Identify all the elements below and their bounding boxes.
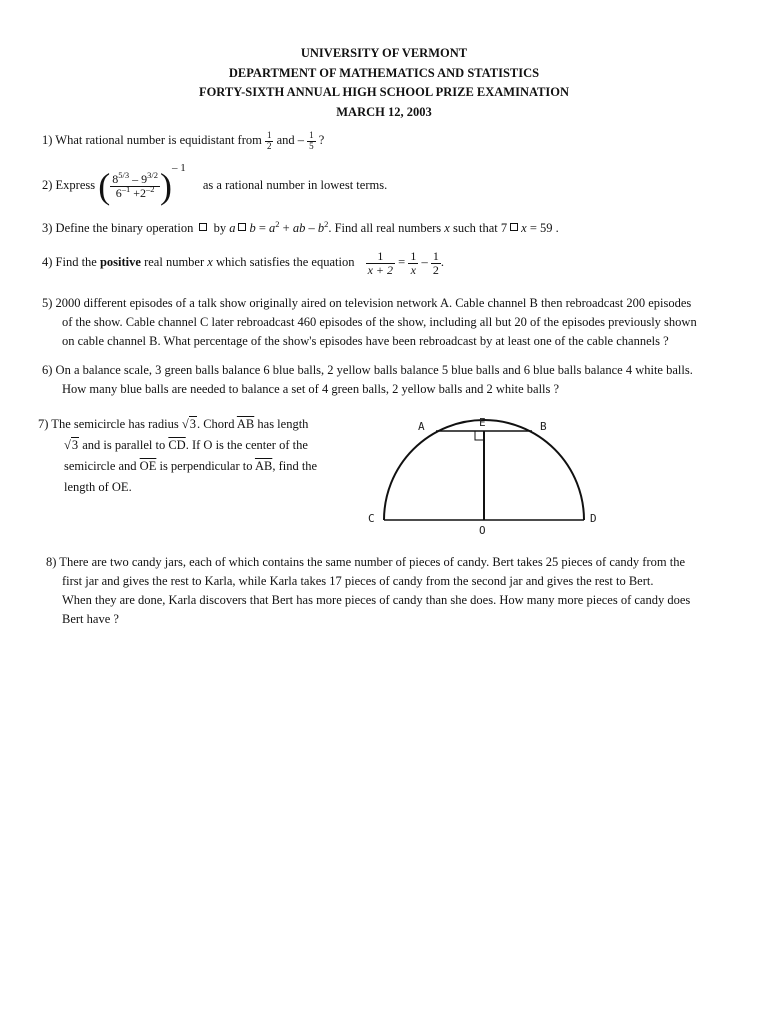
q5-line-3: on cable channel B. What percentage of the show's episodes have been rebroadcast by at least one of the cable channels ? xyxy=(62,334,669,348)
q6-line-1: 6) On a balance scale, 3 green balls balance 6 blue balls, 2 yellow balls balance 5 blue balls and 6 blue balls balance 4 white balls. xyxy=(42,363,693,377)
q8-line-1: 8) There are two candy jars, each of which contains the same number of pieces of candy. Bert takes 25 pieces of candy from the xyxy=(46,555,685,569)
q1-fraction-one-fifth: $\frac{1}{5}$ xyxy=(309,130,314,151)
q4-bold-positive: positive xyxy=(99,254,141,269)
department-name: DEPARTMENT OF MATHEMATICS AND STATISTICS xyxy=(228,65,540,80)
q6-line-2: How many blue balls are needed to balance a set of 4 green balls, 2 yellow balls and 2 white balls ? xyxy=(62,382,560,396)
q5-line-1: 5) 2000 different episodes of a talk show originally aired on television network A. Cable channel B then rebroadcast 200 episodes xyxy=(42,296,692,310)
label-c: C xyxy=(368,512,375,525)
question-2: 2) Express ( $\frac{8^{5/3} - 9^{3/2}}{6^{-1} +2^{-2}}$ )$^{- 1}$ as a rational number in lowest terms. xyxy=(42,162,388,207)
q8-line-3: When they are done, Karla discovers that Bert has more pieces of candy than she does. How many more pieces of candy does xyxy=(62,593,691,607)
question-4: 4) Find the positive real number x which satisfies the equation $\frac{1}{x + 2}$ = $\frac{1}{x}$ – $\frac{1}{2}$ . xyxy=(42,249,444,277)
q8-line-4: Bert have ? xyxy=(62,612,119,626)
q5-line-2: of the show. Cable channel C later rebroadcast 460 episodes of the show, including all but 20 of the episodes previously shown xyxy=(62,315,697,329)
q1-minus: – xyxy=(297,133,305,147)
q2-tail: as a rational number in lowest terms. xyxy=(202,178,388,192)
operation-box-icon xyxy=(199,223,207,231)
operation-box-icon xyxy=(238,223,246,231)
question-8 xyxy=(46,553,718,629)
label-a: A xyxy=(418,420,425,433)
q2-lead: 2) Express xyxy=(42,178,96,192)
exam-header xyxy=(0,44,768,122)
question-3: 3) Define the binary operation by a $b = a^2$ + ab – $b^2$. Find all real numbers x such that 7 x = 59 . xyxy=(42,218,559,235)
label-o: O xyxy=(479,524,486,537)
question-1 xyxy=(42,131,718,151)
question-6 xyxy=(42,361,718,399)
q1-lead: 1) What rational number is equidistant from xyxy=(42,133,262,147)
q2-fraction: $\frac{8^{5/3} - 9^{3/2}}{6^{-1} +2^{-2}}$ xyxy=(112,170,158,200)
operation-box-icon xyxy=(510,223,518,231)
q8-line-2: first jar and gives the rest to Karla, while Karla takes 17 pieces of candy from the second jar and gives the rest to Bert. xyxy=(62,574,654,588)
right-angle-marker xyxy=(475,431,484,440)
q1-fraction-one-half: $\frac{1}{2}$ xyxy=(266,130,272,151)
q1-tail: ? xyxy=(318,133,325,147)
label-e: E xyxy=(479,416,486,429)
q4-lhs-fraction: $\frac{1}{x + 2}$ xyxy=(367,249,394,277)
question-7: 7) The semicircle has radius √3. Chord $\overline{AB}$ has length √3 and is parallel to $\overline{CD}$. If O is the center of the semicircle and $\overline{OE}$ is perpendicular to $\overline{AB}$, find the length of OE. xyxy=(38,417,318,494)
exam-title: FORTY-SIXTH ANNUAL HIGH SCHOOL PRIZE EXAMINATION xyxy=(198,85,570,99)
semicircle-diagram xyxy=(360,412,610,544)
label-b: B xyxy=(540,420,547,433)
exam-date: MARCH 12, 2003 xyxy=(336,104,432,119)
q3-lead: 3) Define the binary operation xyxy=(42,221,194,235)
label-d: D xyxy=(590,512,597,525)
q1-and: and xyxy=(276,133,295,147)
q4-rhs-fraction-1: $\frac{1}{x}$ xyxy=(410,249,417,277)
q4-rhs-fraction-2: $\frac{1}{2}$ xyxy=(432,249,439,277)
question-5 xyxy=(42,294,718,351)
university-name: UNIVERSITY OF VERMONT xyxy=(300,46,468,60)
q2-outer-exponent: – 1 xyxy=(172,162,186,174)
